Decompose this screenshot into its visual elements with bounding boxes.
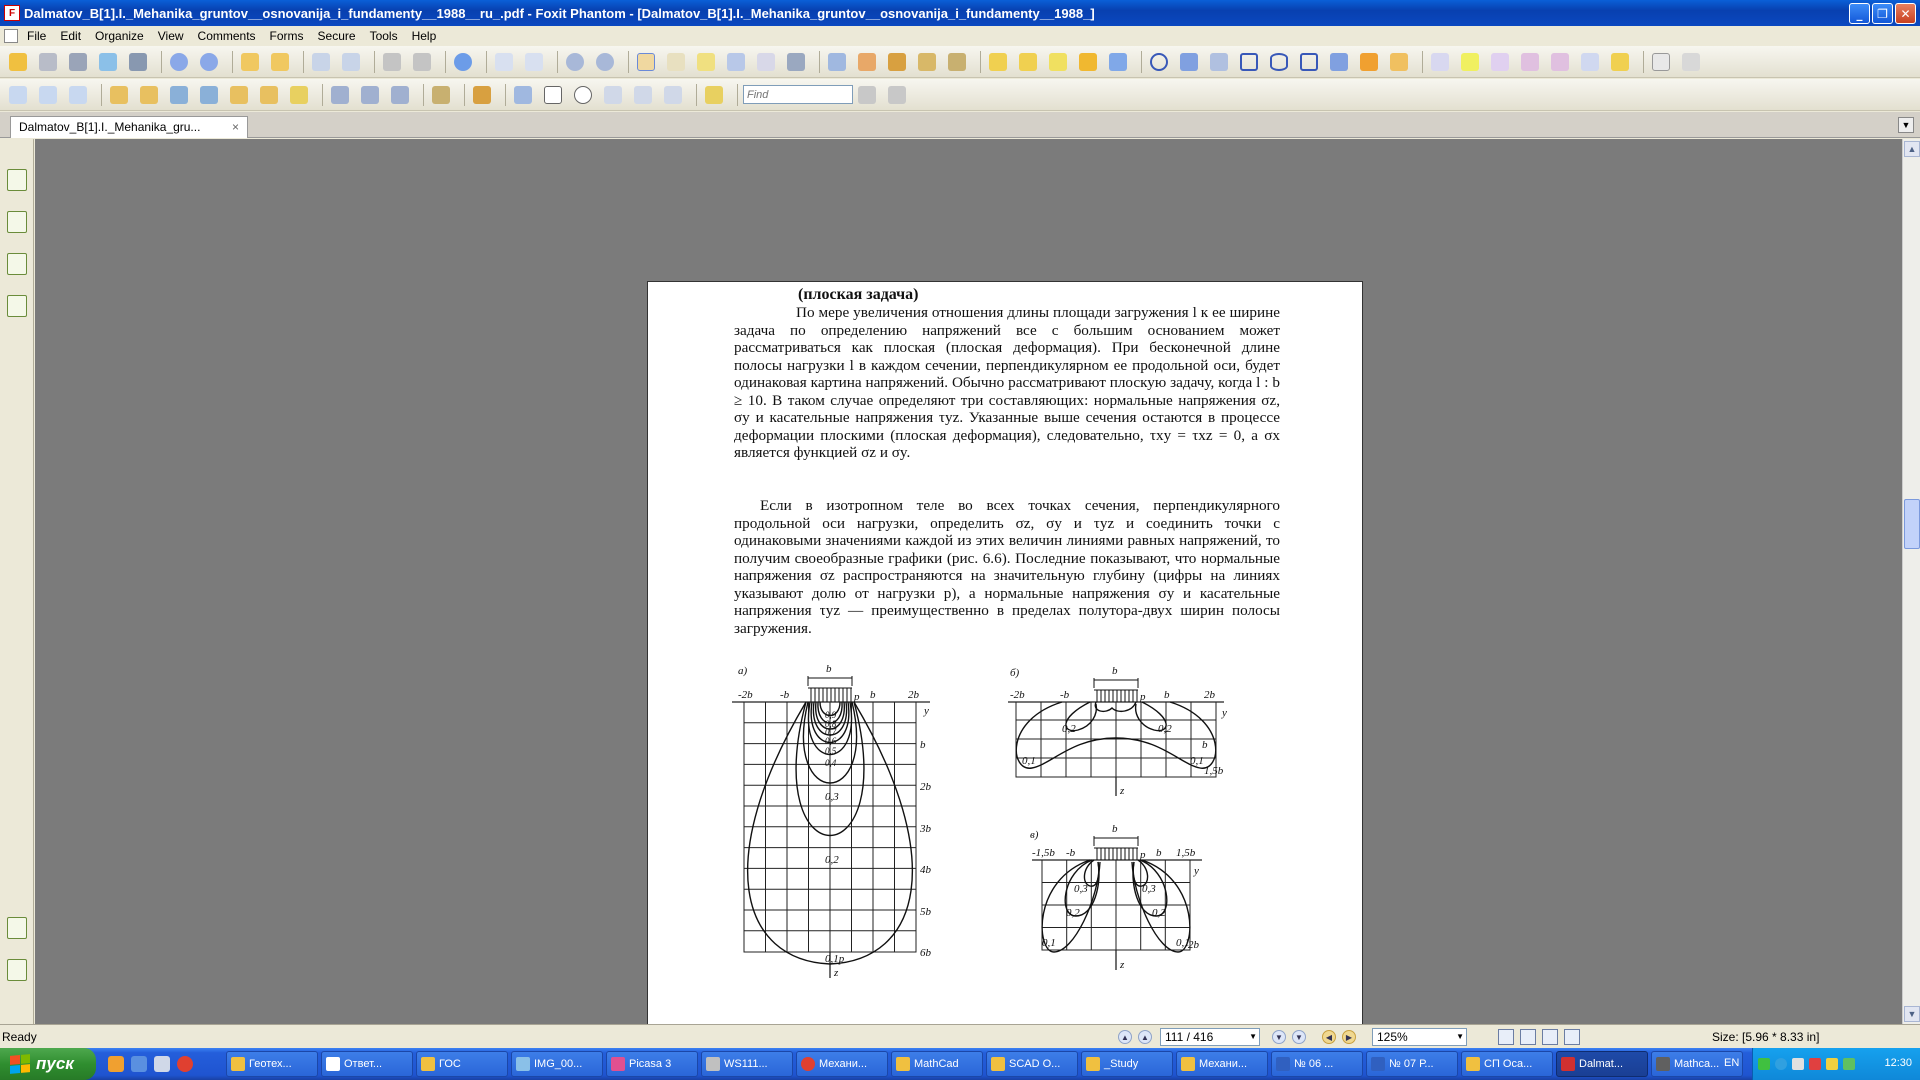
minimize-button[interactable]: _	[1849, 3, 1870, 24]
edit-text-icon[interactable]	[36, 83, 60, 107]
task-label: Mathca...	[1674, 1058, 1720, 1070]
window-title: Dalmatov_B[1].I._Mehanika_gruntov__osnovanija_i_fundamenty__1988__ru_.pdf - Foxit Phantom - [Dalmatov_B[1].I._Mehanika_gruntov__osnovanija_i_fundamenty__1988_]	[24, 5, 1095, 21]
link-icon[interactable]	[137, 83, 161, 107]
comments-panel-icon[interactable]	[7, 917, 27, 939]
bookmarks-panel-icon[interactable]	[7, 211, 27, 233]
task-label: Механи...	[819, 1058, 868, 1070]
panel-a-isobar-03: 0,3	[825, 791, 839, 803]
cloud-icon[interactable]	[1327, 50, 1351, 74]
task-label: Picasa 3	[629, 1058, 672, 1070]
panel-v-isobar-03-right: 0,3	[1142, 883, 1156, 895]
panel-v-isobar-03-left: 0,3	[1074, 883, 1088, 895]
grid-icon[interactable]	[1679, 50, 1703, 74]
strikeout-icon[interactable]	[1518, 50, 1542, 74]
task-button[interactable]	[1271, 1051, 1363, 1077]
panel-a-isobar-01p: 0,1p	[825, 953, 845, 965]
panel-a-tick-b: b	[870, 689, 876, 701]
print-icon[interactable]	[66, 50, 90, 74]
panel-a-b-dim: b	[826, 663, 832, 675]
panel-v-b-dim: b	[1112, 823, 1118, 835]
panel-a-depth-5b: 5b	[920, 906, 931, 918]
back-icon[interactable]	[238, 50, 262, 74]
menu-edit[interactable]: Edit	[60, 29, 82, 43]
panel-v-z-axis: z	[1120, 959, 1125, 971]
panel-v-tick-mb: -b	[1066, 847, 1076, 859]
text-object-icon[interactable]	[66, 83, 90, 107]
security-icon[interactable]	[429, 83, 453, 107]
fit-width-icon[interactable]	[522, 50, 546, 74]
navigation-sidebar	[0, 139, 34, 1024]
go-forward-icon[interactable]: ▶	[1342, 1030, 1356, 1044]
tab-list-dropdown-icon[interactable]: ▼	[1898, 117, 1914, 133]
edit-document-icon[interactable]	[6, 83, 30, 107]
task-label: № 07 Р...	[1389, 1058, 1434, 1070]
panel-b-isobar-01-right: 0,1	[1190, 755, 1204, 767]
camera-icon[interactable]	[784, 50, 808, 74]
document-tab-label: Dalmatov_B[1].I._Mehanika_gru...	[19, 120, 201, 134]
page-view-icon[interactable]	[1649, 50, 1673, 74]
menu-tools[interactable]: Tools	[369, 29, 398, 43]
callout-icon[interactable]	[1608, 50, 1632, 74]
tray-volume-icon[interactable]	[1792, 1058, 1804, 1070]
sign-icon[interactable]	[855, 50, 879, 74]
undo-icon[interactable]	[380, 50, 404, 74]
status-bar	[0, 1024, 1920, 1048]
task-button[interactable]	[1081, 1051, 1173, 1077]
rectangle-icon[interactable]	[1237, 50, 1261, 74]
task-button[interactable]	[321, 1051, 413, 1077]
task-button[interactable]	[1176, 1051, 1268, 1077]
panel-a-isobar-04: 0,4	[825, 758, 837, 768]
insert-page-icon[interactable]	[309, 50, 333, 74]
next-page-status-icon[interactable]: ▼	[1272, 1030, 1286, 1044]
find-input[interactable]	[743, 85, 853, 104]
panel-a-depth-b: b	[920, 739, 926, 751]
panel-a-label: а)	[738, 665, 748, 677]
task-label: _Study	[1104, 1058, 1139, 1070]
panel-a-z-axis: z	[834, 967, 839, 979]
combo-icon[interactable]	[631, 83, 655, 107]
panel-b-z-axis: z	[1120, 785, 1125, 797]
quick-launch-ie-icon[interactable]	[131, 1056, 147, 1072]
panel-b-p: p	[1140, 691, 1146, 703]
pencil-icon[interactable]	[1357, 50, 1381, 74]
checkbox-icon[interactable]	[541, 83, 565, 107]
task-label: Механи...	[1199, 1058, 1248, 1070]
facing-view-icon[interactable]	[1542, 1029, 1558, 1045]
close-button[interactable]: ✕	[1895, 3, 1916, 24]
zoom-select[interactable]: 125% ▼	[1372, 1028, 1467, 1046]
select-text-icon[interactable]	[664, 50, 688, 74]
squiggly-icon[interactable]	[1548, 50, 1572, 74]
panel-a-depth-4b: 4b	[920, 864, 931, 876]
panel-a-isobar-06: 0,6	[825, 736, 837, 746]
panel-v-grid	[1032, 860, 1202, 970]
extract-page-icon[interactable]	[339, 50, 363, 74]
text-field-icon[interactable]	[661, 83, 685, 107]
section-heading: (плоская задача)	[798, 286, 919, 303]
lock-icon[interactable]	[945, 50, 969, 74]
figure-6-6	[732, 660, 1292, 1024]
text-highlight-icon[interactable]	[1458, 50, 1482, 74]
main-toolbar	[0, 46, 1920, 78]
taskbar	[0, 1048, 1920, 1080]
panel-b-tick-b: b	[1164, 689, 1170, 701]
pdf-page	[647, 281, 1363, 1024]
task-button[interactable]	[796, 1051, 888, 1077]
scan-icon[interactable]	[126, 50, 150, 74]
line-icon[interactable]	[1207, 50, 1231, 74]
quick-launch-desktop-icon[interactable]	[154, 1056, 170, 1072]
task-label: СП Оса...	[1484, 1058, 1533, 1070]
foxit-app-icon[interactable]: F	[4, 5, 20, 21]
panel-a-isobar-09: 0,9	[825, 710, 837, 720]
task-label: MathCad	[914, 1058, 959, 1070]
hand-tool-icon[interactable]	[634, 50, 658, 74]
highlight-icon[interactable]	[1428, 50, 1452, 74]
zoom-in-icon[interactable]	[451, 50, 475, 74]
document-tab-strip	[0, 112, 1920, 138]
forward-icon[interactable]	[268, 50, 292, 74]
open-icon[interactable]	[6, 50, 30, 74]
circle-tool-icon[interactable]	[1147, 50, 1171, 74]
redo-icon[interactable]	[410, 50, 434, 74]
language-indicator[interactable]: EN	[1724, 1057, 1740, 1069]
menu-secure[interactable]: Secure	[317, 29, 356, 43]
panel-v-tick-b: b	[1156, 847, 1162, 859]
snapshot-icon[interactable]	[724, 50, 748, 74]
panel-a-p: p	[854, 691, 860, 703]
page-number-value: 111 / 416	[1165, 1030, 1214, 1044]
previous-page-icon[interactable]: ▲	[1138, 1030, 1152, 1044]
panel-b-isobar-02-right: 0,2	[1158, 723, 1172, 735]
clock[interactable]: 12:30	[1884, 1057, 1912, 1069]
menu-file[interactable]: File	[27, 29, 47, 43]
quick-launch-chrome-icon[interactable]	[177, 1056, 193, 1072]
next-page-icon[interactable]	[197, 50, 221, 74]
status-ready: Ready	[2, 1030, 37, 1044]
restore-button[interactable]: ❐	[1872, 3, 1893, 24]
scroll-down-icon[interactable]: ▼	[1904, 1006, 1920, 1022]
tray-antivirus-icon[interactable]	[1809, 1058, 1821, 1070]
attachments-panel-icon[interactable]	[7, 959, 27, 981]
panel-a-tick-m2b: -2b	[738, 689, 753, 701]
form-button-icon[interactable]	[511, 83, 535, 107]
zoom-value: 125%	[1377, 1030, 1408, 1044]
quick-launch-firefox-icon[interactable]	[108, 1056, 124, 1072]
select-annotation-icon[interactable]	[694, 50, 718, 74]
arrow-icon[interactable]	[1106, 50, 1130, 74]
panel-a-isobar-02: 0,2	[825, 854, 839, 866]
panel-a-tick-mb: -b	[780, 689, 790, 701]
pages-panel-icon[interactable]	[7, 169, 27, 191]
find-next-icon[interactable]	[885, 83, 909, 107]
radio-icon[interactable]	[571, 83, 595, 107]
tray-safe-remove-icon[interactable]	[1843, 1058, 1855, 1070]
system-tray	[1752, 1048, 1920, 1080]
panel-b-label: б)	[1010, 667, 1020, 679]
panel-a-isobar-08: 0,8	[825, 719, 837, 729]
panel-v-y-axis: y	[1194, 865, 1199, 877]
task-label: ГОС	[439, 1058, 461, 1070]
task-label: Ответ...	[344, 1058, 383, 1070]
panel-b-isobar-01-left: 0,1	[1022, 755, 1036, 767]
area-icon[interactable]	[388, 83, 412, 107]
scroll-up-icon[interactable]: ▲	[1904, 141, 1920, 157]
perimeter-icon[interactable]	[358, 83, 382, 107]
email-icon[interactable]	[96, 50, 120, 74]
zoom-out-icon[interactable]	[563, 50, 587, 74]
continuous-facing-view-icon[interactable]	[1564, 1029, 1580, 1045]
panel-v-label: в)	[1030, 829, 1039, 841]
task-button[interactable]	[1461, 1051, 1553, 1077]
task-button[interactable]	[1366, 1051, 1458, 1077]
paragraph-2: Если в изотропном теле во всех точках сечения, перпендикулярного продольной оси нагрузки, определить σz, σy и τyz и соединить точки с одинаковыми значениями каждой из этих величин линиями равных напряжений, то получим своеобразные графики (рис. 6.6). Последние показывают, что нормальные напряжения σz распространяются на значительную глубину (цифры на линиях указывают долю от нагрузки p), а нормальные напряжения σy и касательные напряжения τyz — преимущественно в пределах полутора-двух ширин полосы загружения.	[734, 497, 1280, 637]
path-icon[interactable]	[257, 83, 281, 107]
panel-a-depth-3b: 3b	[920, 823, 931, 835]
attach-icon[interactable]	[107, 83, 131, 107]
listbox-icon[interactable]	[601, 83, 625, 107]
panel-b-depth-b: b	[1202, 739, 1208, 751]
windows-logo-icon	[10, 1054, 30, 1074]
page-size-info: Size: [5.96 * 8.33 in]	[1712, 1030, 1820, 1044]
panel-v-depth-2b: 2b	[1188, 939, 1199, 951]
distance-icon[interactable]	[328, 83, 352, 107]
panel-v-isobar-02-left: 0,2	[1066, 907, 1080, 919]
start-label: пуск	[36, 1054, 74, 1073]
menu-forms[interactable]: Forms	[269, 29, 304, 43]
find-prev-icon[interactable]	[855, 83, 879, 107]
panel-b-tick-mb: -b	[1060, 689, 1070, 701]
scroll-thumb[interactable]	[1904, 499, 1920, 549]
panel-b-tick-m2b: -2b	[1010, 689, 1025, 701]
signature-field-icon[interactable]	[702, 83, 726, 107]
fit-page-icon[interactable]	[492, 50, 516, 74]
comment-icon[interactable]	[1076, 50, 1100, 74]
quick-launch	[108, 1056, 193, 1072]
panel-a-depth-6b: 6b	[920, 947, 931, 959]
panel-a-y-axis: y	[924, 705, 929, 717]
paragraph-1: По мере увеличения отношения длины площади загружения l к ее ширине задача по определению напряжений все с большим основанием может рассматриваться как плоская (плоская деформация). При бесконечной длине полосы нагрузки l в каждом сечении, перпендикулярном ее продольной оси, будет одинаковая картина напряжений. Обычно рассматривают плоскую задачу, когда l : b ≥ 10. В таком случае определяют три составляющих: нормальные напряжения σz, σy и касательные напряжения τyz. Указанные выше сечения остаются в процессе деформации плоскими (плоская деформация), следовательно, τxy = τxz = 0, а σx является функцией σz и σy.	[734, 304, 1280, 461]
start-button[interactable]	[0, 1048, 96, 1080]
menu-bar	[0, 26, 1920, 46]
panel-v-isobar-01-right: 0,1	[1176, 937, 1190, 949]
layers-panel-icon[interactable]	[7, 253, 27, 275]
single-page-view-icon[interactable]	[1498, 1029, 1514, 1045]
last-page-icon[interactable]: ▼	[1292, 1030, 1306, 1044]
typewriter-icon[interactable]	[754, 50, 778, 74]
panel-a-load	[808, 676, 852, 702]
task-label: WS111...	[724, 1058, 768, 1070]
stamp2-icon[interactable]	[470, 83, 494, 107]
task-button[interactable]	[891, 1051, 983, 1077]
panel-v-isobar-02-right: 0,2	[1152, 907, 1166, 919]
task-button[interactable]	[226, 1051, 318, 1077]
task-label: Dalmat...	[1579, 1058, 1624, 1070]
menu-view[interactable]: View	[157, 29, 184, 43]
oval-icon[interactable]	[1267, 50, 1291, 74]
tab-close-icon[interactable]: ×	[231, 120, 239, 134]
secondary-toolbar	[0, 79, 1920, 111]
panel-b-load	[1094, 678, 1138, 702]
task-label: № 06 ...	[1294, 1058, 1334, 1070]
eraser-icon[interactable]	[1387, 50, 1411, 74]
menu-help[interactable]: Help	[411, 29, 437, 43]
form-icon[interactable]	[825, 50, 849, 74]
edit-icon[interactable]	[1016, 50, 1040, 74]
panel-a-tick-2b: 2b	[908, 689, 919, 701]
menu-organize[interactable]: Organize	[95, 29, 144, 43]
task-label: IMG_00...	[534, 1058, 583, 1070]
page-number-input[interactable]: 111 / 416 ▼	[1160, 1028, 1260, 1046]
task-button[interactable]	[416, 1051, 508, 1077]
note-icon[interactable]	[986, 50, 1010, 74]
object-icon[interactable]	[197, 83, 221, 107]
first-page-icon[interactable]: ▲	[1118, 1030, 1132, 1044]
panel-v-isobar-01-left: 0,1	[1042, 937, 1056, 949]
task-button[interactable]	[511, 1051, 603, 1077]
prev-page-icon[interactable]	[167, 50, 191, 74]
tray-update-icon[interactable]	[1826, 1058, 1838, 1070]
stamp-icon[interactable]	[885, 50, 909, 74]
panel-a-isobar-07: 0,7	[825, 727, 837, 737]
menu-comments[interactable]: Comments	[197, 29, 256, 43]
panel-b-grid	[1008, 702, 1224, 796]
panel-b-depth-15b: 1,5b	[1204, 765, 1224, 777]
document-tab[interactable]	[10, 116, 248, 138]
panel-b-y-axis: y	[1222, 707, 1227, 719]
line-arrow-icon[interactable]	[1177, 50, 1201, 74]
tray-skype-icon[interactable]	[1775, 1058, 1787, 1070]
certify-icon[interactable]	[915, 50, 939, 74]
check-edit-icon[interactable]	[287, 83, 311, 107]
textbox-icon[interactable]	[1046, 50, 1070, 74]
signatures-panel-icon[interactable]	[7, 295, 27, 317]
task-button-active[interactable]	[1556, 1051, 1648, 1077]
image-icon[interactable]	[167, 83, 191, 107]
task-button[interactable]	[606, 1051, 698, 1077]
document-viewport[interactable]	[35, 139, 1902, 1024]
task-button[interactable]	[701, 1051, 793, 1077]
task-label: Геотех...	[249, 1058, 292, 1070]
task-label: SCAD O...	[1009, 1058, 1061, 1070]
document-menu-icon[interactable]	[4, 29, 18, 43]
continuous-view-icon[interactable]	[1520, 1029, 1536, 1045]
panel-a-depth-2b: 2b	[920, 781, 931, 793]
panel-v-load	[1094, 836, 1138, 860]
tray-network-icon[interactable]	[1758, 1058, 1770, 1070]
task-list	[226, 1051, 1743, 1077]
replace-text-icon[interactable]	[1578, 50, 1602, 74]
panel-v-tick-15b: 1,5b	[1176, 847, 1196, 859]
panel-v-tick-m15b: -1,5b	[1032, 847, 1055, 859]
zoom-plus-icon[interactable]	[593, 50, 617, 74]
save-icon[interactable]	[36, 50, 60, 74]
vertical-scrollbar[interactable]	[1902, 139, 1920, 1024]
panel-b-tick-2b: 2b	[1204, 689, 1215, 701]
shape-icon[interactable]	[227, 83, 251, 107]
underline-icon[interactable]	[1488, 50, 1512, 74]
go-back-icon[interactable]: ◀	[1322, 1030, 1336, 1044]
task-button[interactable]	[986, 1051, 1078, 1077]
polygon-icon[interactable]	[1297, 50, 1321, 74]
panel-a-isobar-05: 0,5	[825, 746, 837, 756]
panel-b-isobar-02-left: 0,2	[1062, 723, 1076, 735]
title-bar	[0, 0, 1920, 26]
panel-v-p: p	[1140, 849, 1146, 861]
panel-b-b-dim: b	[1112, 665, 1118, 677]
